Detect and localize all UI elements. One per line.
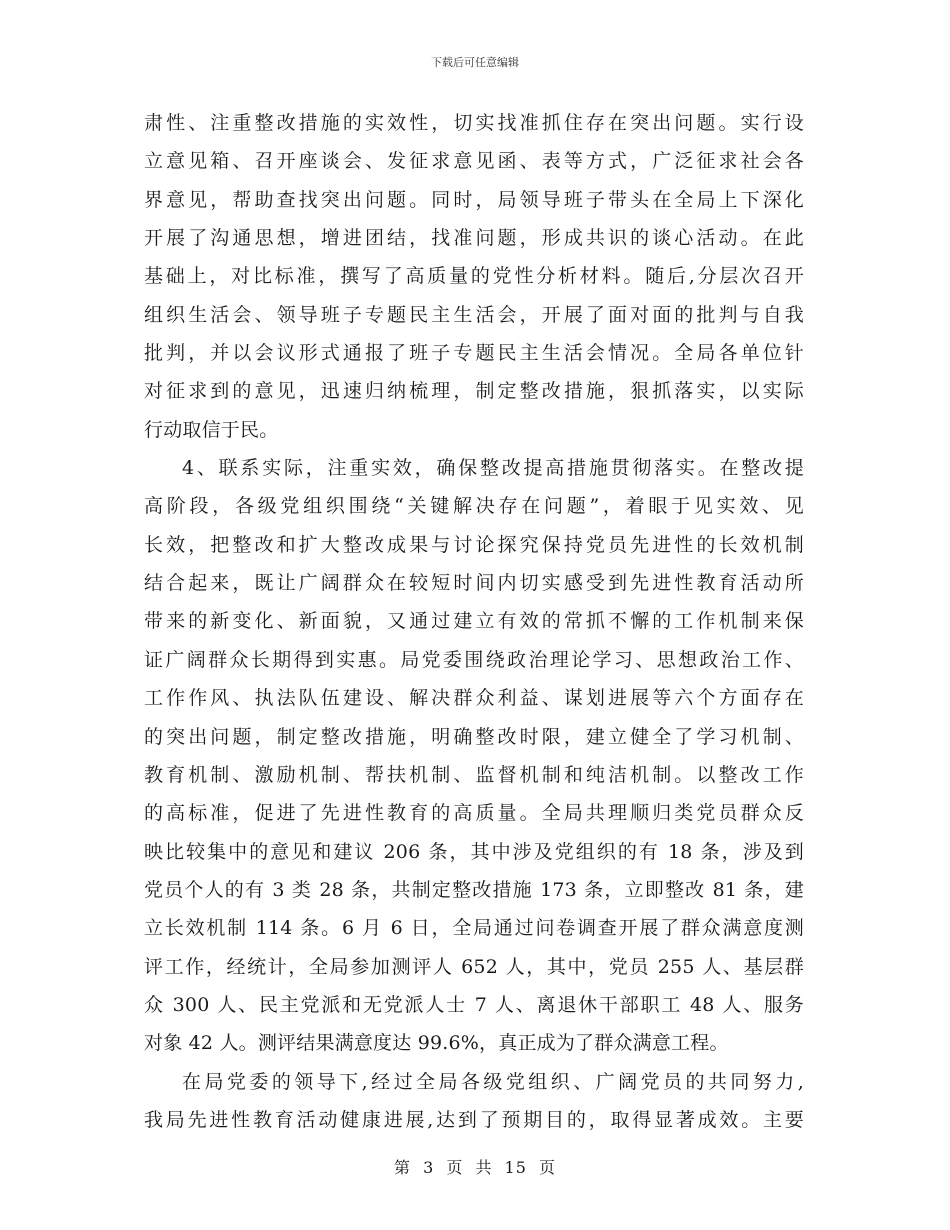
- text-line: 批判，并以会议形式通报了班子专题民主生活会情况。全局各单位针: [144, 342, 804, 365]
- text-line: 结合起来，既让广阔群众在较短时间内切实感受到先进性教育活动所: [144, 572, 804, 595]
- text-line: 长效，把整改和扩大整改成果与讨论探究保持党员先进性的长效机制: [144, 533, 804, 556]
- text-line: 工作作风、执法队伍建设、解决群众利益、谋划进展等六个方面存在: [144, 687, 804, 710]
- text-line: 肃性、注重整改措施的实效性，切实找准抓住存在突出问题。实行设: [144, 112, 804, 134]
- paragraph-start-line: 4、联系实际，注重实效，确保整改提高措施贯彻落实。在整改提: [182, 457, 804, 480]
- text-line: 立长效机制 114 条。6 月 6 日，全局通过问卷调查开展了群众满意度测: [144, 917, 804, 940]
- text-line: 我局先进性教育活动健康进展,达到了预期目的，取得显著成效。主要: [144, 1108, 804, 1131]
- text-line: 开展了沟通思想，增进团结，找准问题，形成共识的谈心活动。在此: [144, 227, 804, 250]
- text-line: 映比较集中的意见和建议 206 条，其中涉及党组织的有 18 条，涉及到: [144, 840, 804, 863]
- text-line: 带来的新变化、新面貌，又通过建立有效的常抓不懈的工作机制来保: [144, 610, 804, 633]
- text-line: 众 300 人、民主党派和无党派人士 7 人、离退休干部职工 48 人、服务: [144, 993, 804, 1016]
- text-line: 界意见，帮助查找突出问题。同时，局领导班子带头在全局上下深化: [144, 188, 804, 211]
- text-line: 行动取信于民。: [144, 418, 279, 441]
- text-line: 党员个人的有 3 类 28 条，共制定整改措施 173 条，立即整改 81 条，建: [144, 878, 804, 901]
- text-line: 教育机制、激励机制、帮扶机制、监督机制和纯洁机制。以整改工作: [144, 763, 804, 786]
- text-line: 的突出问题，制定整改措施，明确整改时限，建立健全了学习机制、: [144, 725, 804, 748]
- text-line: 立意见箱、召开座谈会、发征求意见函、表等方式，广泛征求社会各: [144, 150, 804, 173]
- text-line: 对征求到的意见，迅速归纳梳理，制定整改措施，狠抓落实，以实际: [144, 380, 804, 403]
- text-line: 基础上，对比标准，撰写了高质量的党性分析材料。随后,分层次召开: [144, 265, 804, 288]
- text-line: 组织生活会、领导班子专题民主生活会，开展了面对面的批判与自我: [144, 303, 804, 326]
- document-body: [144, 104, 804, 1139]
- text-line: 评工作，经统计，全局参加测评人 652 人，其中，党员 255 人、基层群: [144, 955, 804, 978]
- text-line: 对象 42 人。测评结果满意度达 99.6%，真正成为了群众满意工程。: [144, 1032, 729, 1055]
- paragraph-start-line: 在局党委的领导下,经过全局各级党组织、广阔党员的共同努力,: [182, 1070, 804, 1093]
- text-line: 高阶段，各级党组织围绕“关键解决存在问题”，着眼于见实效、见: [144, 495, 804, 518]
- page-number: 第 3 页 共 15 页: [394, 1158, 556, 1177]
- header-note: 下载后可任意编辑: [431, 56, 519, 69]
- text-line: 证广阔群众长期得到实惠。局党委围绕政治理论学习、思想政治工作、: [144, 648, 804, 671]
- text-line: 的高标准，促进了先进性教育的高质量。全局共理顺归类党员群众反: [144, 802, 804, 825]
